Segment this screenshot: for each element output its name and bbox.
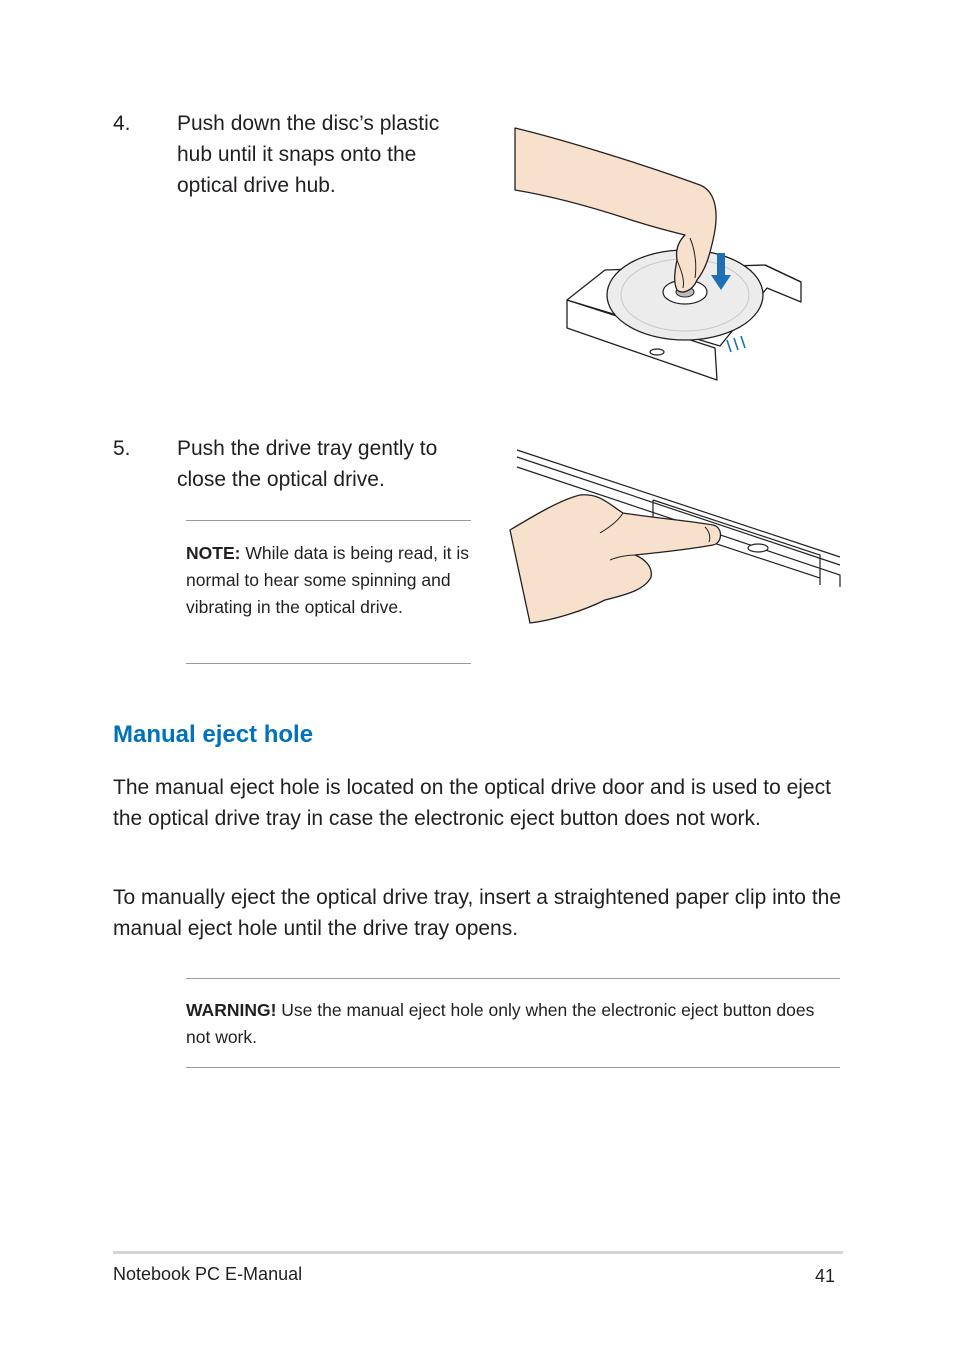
- note-top-rule: [186, 520, 471, 521]
- footer-title: Notebook PC E-Manual: [113, 1264, 303, 1284]
- footer-rule: [113, 1251, 843, 1254]
- page-number: 41: [815, 1266, 836, 1286]
- step-4-number: 4.: [113, 112, 131, 135]
- warning-bottom-rule: [186, 1067, 840, 1068]
- step-5-number: 5.: [113, 437, 131, 460]
- warning-block: [186, 997, 840, 1051]
- section-heading: Manual eject hole: [113, 721, 314, 748]
- warning-top-rule: [186, 978, 840, 979]
- step-4-text: Push down the disc’s plastic hub until it snaps onto the optical drive hub.: [177, 112, 440, 197]
- hand-shape: [515, 128, 716, 292]
- note-block: [186, 540, 471, 621]
- warning-text: Use the manual eject hole only when the electronic eject button does not work.: [186, 1000, 815, 1047]
- tray-close-illustration: [505, 445, 845, 630]
- drive-eject-button: [748, 544, 768, 552]
- note-bottom-rule: [186, 663, 471, 664]
- note-text: While data is being read, it is normal to hear some spinning and vibrating in the optical drive.: [186, 543, 470, 617]
- motion-lines-icon: [727, 336, 745, 352]
- paragraph-2: To manually eject the optical drive tray, insert a straightened paper clip into the manual eject hole until the drive tray opens.: [113, 886, 842, 940]
- step-5-text: Push the drive tray gently to close the optical drive.: [177, 437, 438, 491]
- warning-label: WARNING!: [186, 1000, 277, 1020]
- disc-insert-illustration: [505, 120, 815, 385]
- note-label: NOTE:: [186, 543, 241, 563]
- tray-eject-button: [650, 349, 664, 355]
- paragraph-1: The manual eject hole is located on the optical drive door and is used to eject the optical drive tray in case the electronic eject button does not work.: [113, 776, 831, 830]
